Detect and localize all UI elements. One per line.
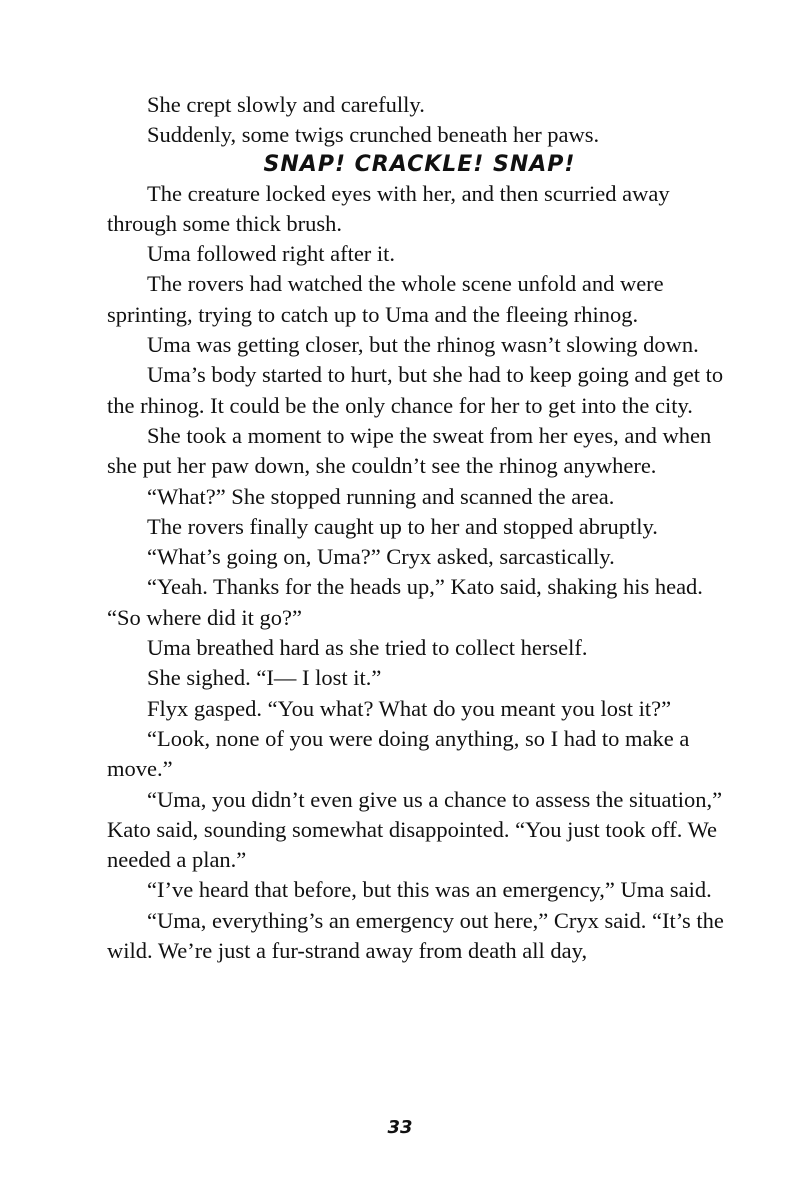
paragraph: Uma was getting closer, but the rhinog wasn’t slowing down. xyxy=(147,332,699,358)
paragraph: She sighed. “I— I lost it.” xyxy=(147,665,382,691)
paragraph: She crept slowly and carefully. xyxy=(147,92,425,117)
paragraph: “Uma, everything’s an emergency out here,” Cryx said. “It’s the wild. We’re just a fur-strand away from death all day, xyxy=(107,907,724,964)
paragraph: “What?” She stopped running and scanned the area. xyxy=(147,483,615,509)
paragraph: The rovers finally caught up to her and stopped abruptly. xyxy=(147,513,658,539)
paragraph: “Look, none of you were doing anything, so I had to make a move.” xyxy=(107,725,690,782)
paragraph: She took a moment to wipe the sweat from her eyes, and when she put her paw down, she couldn’t see the rhinog anywhere. xyxy=(107,422,712,479)
paragraph: Uma’s body started to hurt, but she had to keep going and get to the rhinog. It could be the only chance for her to get into the city. xyxy=(107,362,724,418)
paragraph: Flyx gasped. “You what? What do you meant you lost it?” xyxy=(147,695,672,721)
paragraph: “Yeah. Thanks for the heads up,” Kato said, shaking his head. “So where did it go?” xyxy=(107,574,703,630)
sound-effect-heading: SNAP! CRACKLE! SNAP! xyxy=(263,151,576,177)
paragraph: Suddenly, some twigs crunched beneath her paws. xyxy=(147,122,600,148)
paragraph: “What’s going on, Uma?” Cryx asked, sarcastically. xyxy=(147,544,615,570)
book-page-body xyxy=(107,90,732,966)
paragraph: Uma followed right after it. xyxy=(147,241,396,267)
paragraph: Uma breathed hard as she tried to collect herself. xyxy=(147,635,588,661)
paragraph: “I’ve heard that before, but this was an emergency,” Uma said. xyxy=(147,877,712,903)
page-number: 33 xyxy=(387,1117,413,1138)
paragraph: The rovers had watched the whole scene unfold and were sprinting, trying to catch up to Uma and the fleeing rhinog. xyxy=(107,271,664,327)
paragraph: The creature locked eyes with her, and then scurried away through some thick brush. xyxy=(107,180,670,236)
paragraph: “Uma, you didn’t even give us a chance to assess the situation,” Kato said, sounding somewhat disappointed. “You just took off. We needed a plan.” xyxy=(107,786,723,873)
